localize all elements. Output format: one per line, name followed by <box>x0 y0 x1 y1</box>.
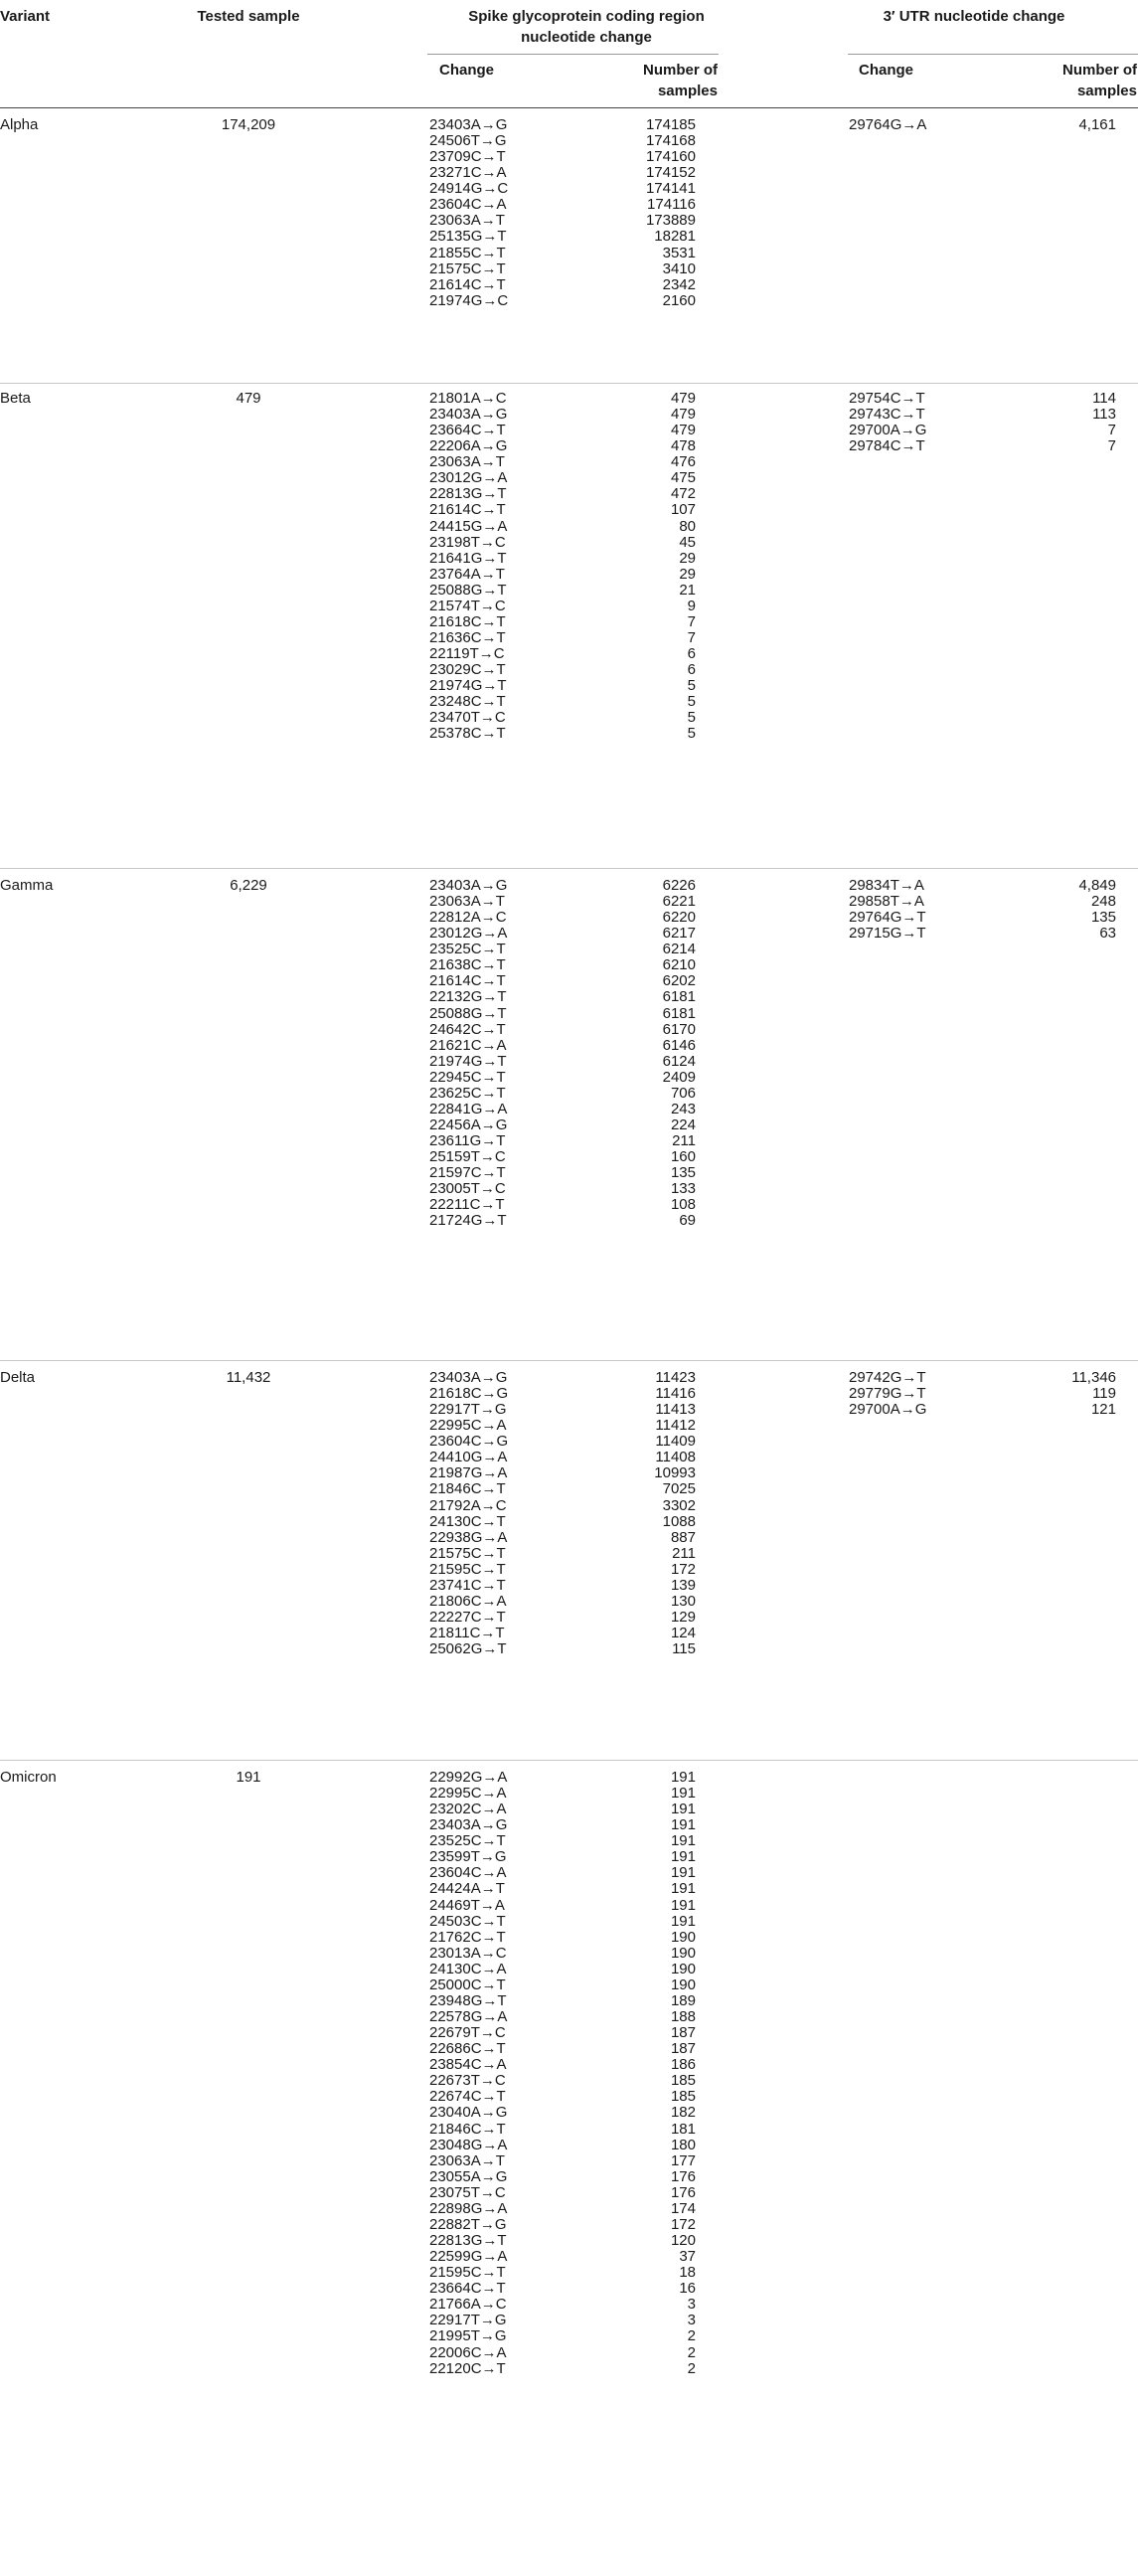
spike-sample-count: 37 <box>679 2248 696 2266</box>
spike-change: 23664C→T <box>429 422 506 439</box>
spike-sample-count: 186 <box>670 2056 696 2074</box>
spike-sample-count: 135 <box>670 1164 696 1182</box>
spike-change: 22006C→A <box>429 2343 507 2361</box>
group-separator <box>0 1760 1138 1761</box>
spike-change: 25000C→T <box>429 1975 506 1993</box>
utr-change: 29700A→G <box>849 1401 927 1419</box>
spike-sample-count: 2 <box>687 2343 696 2361</box>
spike-change: 23012G→A <box>429 925 508 943</box>
spike-change: 23403A→G <box>429 1816 508 1834</box>
spike-sample-count: 11409 <box>655 1433 696 1451</box>
spike-change: 24506T→G <box>429 132 507 150</box>
spike-sample-count: 190 <box>670 1975 696 1993</box>
spike-change: 23403A→G <box>429 1369 508 1386</box>
spike-sample-count: 2 <box>687 2327 696 2345</box>
spike-change: 25062G→T <box>429 1640 507 1658</box>
spike-change: 21762C→T <box>429 1928 506 1946</box>
spike-change: 22456A→G <box>429 1116 508 1134</box>
spike-sample-count: 479 <box>670 422 696 439</box>
spike-sample-count: 3 <box>687 2312 696 2329</box>
utr-sample-count: 7 <box>1107 422 1116 439</box>
spike-sample-count: 9 <box>687 597 696 614</box>
spike-change: 21618C→G <box>429 1385 509 1403</box>
spike-sample-count: 176 <box>670 2183 696 2201</box>
spike-sample-count: 18 <box>679 2264 696 2282</box>
spike-sample-count: 124 <box>670 1625 696 1642</box>
spike-change: 23604C→A <box>429 1864 507 1882</box>
spike-sample-count: 11408 <box>655 1449 696 1466</box>
spike-change: 23029C→T <box>429 661 506 679</box>
spike-sample-count: 173889 <box>645 212 696 230</box>
header-utr-change: Change <box>859 62 914 79</box>
spike-sample-count: 6124 <box>662 1052 696 1070</box>
spike-change: 21974G→T <box>429 677 507 695</box>
spike-sample-count: 139 <box>670 1576 696 1594</box>
tested-sample-count: 174,209 <box>221 116 276 133</box>
spike-sample-count: 5 <box>687 709 696 727</box>
spike-change: 23063A→T <box>429 2151 505 2169</box>
spike-sample-count: 10993 <box>654 1464 696 1482</box>
spike-change: 25135G→T <box>429 228 507 246</box>
spike-sample-count: 80 <box>679 517 696 535</box>
spike-sample-count: 45 <box>679 533 696 551</box>
spike-change: 22917T→G <box>429 2312 507 2329</box>
spike-change: 21638C→T <box>429 956 506 974</box>
spike-sample-count: 476 <box>670 453 696 471</box>
header-tested-sample: Tested sample <box>197 8 300 25</box>
spike-change: 23604C→A <box>429 196 507 214</box>
variant-name: Omicron <box>0 1769 57 1786</box>
spike-change: 22211C→T <box>429 1196 505 1214</box>
spike-change: 23075T→C <box>429 2183 506 2201</box>
spike-change: 24503C→T <box>429 1912 506 1930</box>
spike-sample-count: 3 <box>687 2296 696 2314</box>
spike-sample-count: 191 <box>670 1864 696 1882</box>
spike-sample-count: 2409 <box>662 1068 696 1086</box>
spike-change: 25088G→T <box>429 581 507 599</box>
spike-sample-count: 243 <box>670 1100 696 1117</box>
spike-change: 23403A→G <box>429 406 508 424</box>
spike-change: 21846C→T <box>429 1480 506 1498</box>
spike-sample-count: 172 <box>670 1560 696 1578</box>
spike-change: 21614C→T <box>429 275 506 293</box>
spike-sample-count: 6214 <box>662 941 696 958</box>
spike-change: 25088G→T <box>429 1004 507 1022</box>
spike-sample-count: 7 <box>687 629 696 647</box>
spike-change: 21641G→T <box>429 549 507 567</box>
spike-sample-count: 174168 <box>645 132 696 150</box>
header-utr-number: Number of samples <box>1062 62 1137 99</box>
spike-change: 22206A→G <box>429 437 508 455</box>
spike-change: 22813G→T <box>429 485 507 503</box>
variant-name: Gamma <box>0 877 54 894</box>
spike-change: 22812A→C <box>429 909 507 927</box>
utr-change: 29754C→T <box>849 390 925 407</box>
utr-sample-count: 113 <box>1092 406 1116 424</box>
spike-sample-count: 107 <box>670 501 696 519</box>
spike-change: 23664C→T <box>429 2280 506 2298</box>
spike-sample-count: 21 <box>679 581 696 599</box>
spike-change: 22813G→T <box>429 2232 507 2250</box>
utr-change: 29764G→A <box>849 116 927 133</box>
spike-sample-count: 478 <box>670 437 696 455</box>
spike-group-underline <box>427 54 719 55</box>
spike-change: 21595C→T <box>429 2264 506 2282</box>
spike-sample-count: 224 <box>670 1116 696 1134</box>
spike-change: 23764A→T <box>429 565 505 583</box>
spike-change: 23048G→A <box>429 2136 508 2153</box>
spike-sample-count: 177 <box>670 2151 696 2169</box>
spike-sample-count: 6181 <box>662 1004 696 1022</box>
spike-change: 22898G→A <box>429 2199 508 2217</box>
spike-change: 24415G→A <box>429 517 508 535</box>
spike-change: 24914G→C <box>429 180 509 198</box>
spike-sample-count: 180 <box>670 2136 696 2153</box>
header-bottom-rule <box>0 107 1138 108</box>
spike-change: 21595C→T <box>429 1560 506 1578</box>
utr-sample-count: 119 <box>1092 1385 1116 1403</box>
tested-sample-count: 191 <box>236 1769 261 1786</box>
spike-sample-count: 6202 <box>662 972 696 990</box>
spike-change: 22132G→T <box>429 988 507 1006</box>
spike-change: 22938G→A <box>429 1528 508 1546</box>
spike-sample-count: 187 <box>670 2024 696 2042</box>
tested-sample-count: 6,229 <box>230 877 267 894</box>
spike-sample-count: 2342 <box>662 275 696 293</box>
spike-sample-count: 887 <box>670 1528 696 1546</box>
spike-change: 22995C→A <box>429 1417 507 1435</box>
spike-sample-count: 472 <box>670 485 696 503</box>
spike-change: 22674C→T <box>429 2088 506 2106</box>
spike-sample-count: 191 <box>670 1785 696 1803</box>
spike-change: 21792A→C <box>429 1496 507 1514</box>
spike-sample-count: 211 <box>672 1132 696 1150</box>
spike-change: 23013A→C <box>429 1944 507 1962</box>
spike-sample-count: 1088 <box>662 1512 696 1530</box>
utr-group-underline <box>848 54 1138 55</box>
spike-sample-count: 191 <box>670 1848 696 1866</box>
spike-sample-count: 174185 <box>645 116 696 133</box>
spike-change: 22945C→T <box>429 1068 506 1086</box>
spike-change: 23040A→G <box>429 2104 508 2122</box>
spike-sample-count: 191 <box>670 1896 696 1914</box>
spike-change: 24469T→A <box>429 1896 505 1914</box>
spike-change: 23470T→C <box>429 709 506 727</box>
spike-change: 23012G→A <box>429 469 508 487</box>
spike-sample-count: 190 <box>670 1960 696 1977</box>
header-spike-change: Change <box>439 62 495 79</box>
spike-change: 24424A→T <box>429 1880 505 1898</box>
spike-sample-count: 182 <box>670 2104 696 2122</box>
spike-change: 21801A→C <box>429 390 507 407</box>
spike-change: 23055A→G <box>429 2167 508 2185</box>
tested-sample-count: 11,432 <box>226 1369 271 1386</box>
utr-change: 29834T→A <box>849 877 924 894</box>
spike-sample-count: 16 <box>679 2280 696 2298</box>
spike-sample-count: 11423 <box>655 1369 696 1386</box>
spike-sample-count: 174160 <box>645 148 696 166</box>
spike-change: 21618C→T <box>429 612 506 630</box>
spike-sample-count: 3531 <box>662 244 696 261</box>
spike-change: 22917T→G <box>429 1401 507 1419</box>
spike-sample-count: 130 <box>670 1592 696 1610</box>
spike-change: 23248C→T <box>429 693 506 711</box>
spike-change: 21614C→T <box>429 501 506 519</box>
spike-change: 22995C→A <box>429 1785 507 1803</box>
utr-sample-count: 11,346 <box>1071 1369 1116 1386</box>
spike-sample-count: 181 <box>670 2120 696 2138</box>
spike-sample-count: 11416 <box>655 1385 696 1403</box>
spike-sample-count: 5 <box>687 677 696 695</box>
spike-sample-count: 5 <box>687 725 696 743</box>
spike-change: 21575C→T <box>429 259 506 277</box>
spike-change: 21597C→T <box>429 1164 506 1182</box>
spike-change: 24130C→A <box>429 1960 507 1977</box>
spike-change: 22882T→G <box>429 2215 507 2233</box>
spike-sample-count: 479 <box>670 390 696 407</box>
spike-sample-count: 191 <box>670 1816 696 1834</box>
spike-sample-count: 69 <box>679 1212 696 1230</box>
spike-sample-count: 160 <box>670 1148 696 1166</box>
spike-change: 22992G→A <box>429 1769 508 1786</box>
spike-change: 22578G→A <box>429 2008 508 2026</box>
spike-sample-count: 475 <box>670 469 696 487</box>
spike-change: 23741C→T <box>429 1576 506 1594</box>
spike-sample-count: 6221 <box>662 893 696 911</box>
utr-change: 29742G→T <box>849 1369 926 1386</box>
utr-change: 29858T→A <box>849 893 924 911</box>
spike-change: 23525C→T <box>429 941 506 958</box>
utr-sample-count: 63 <box>1099 925 1116 943</box>
spike-change: 24130C→T <box>429 1512 506 1530</box>
utr-sample-count: 4,849 <box>1078 877 1116 894</box>
spike-sample-count: 189 <box>670 1991 696 2009</box>
spike-sample-count: 29 <box>679 565 696 583</box>
spike-sample-count: 188 <box>670 2008 696 2026</box>
spike-sample-count: 174152 <box>645 164 696 182</box>
spike-sample-count: 191 <box>670 1832 696 1850</box>
spike-sample-count: 174141 <box>645 180 696 198</box>
header-utr-group: 3′ UTR nucleotide change <box>883 8 1065 25</box>
utr-change: 29784C→T <box>849 437 925 455</box>
spike-sample-count: 174116 <box>647 196 696 214</box>
spike-sample-count: 190 <box>670 1944 696 1962</box>
spike-change: 22679T→C <box>429 2024 506 2042</box>
group-separator <box>0 383 1138 384</box>
spike-sample-count: 120 <box>670 2232 696 2250</box>
spike-change: 21574T→C <box>429 597 506 614</box>
spike-sample-count: 5 <box>687 693 696 711</box>
spike-change: 23198T→C <box>429 533 506 551</box>
spike-sample-count: 11412 <box>655 1417 696 1435</box>
spike-sample-count: 108 <box>670 1196 696 1214</box>
spike-sample-count: 172 <box>670 2215 696 2233</box>
spike-change: 22841G→A <box>429 1100 508 1117</box>
spike-sample-count: 6170 <box>662 1020 696 1038</box>
group-separator <box>0 1360 1138 1361</box>
spike-sample-count: 18281 <box>654 228 696 246</box>
spike-change: 21811C→T <box>429 1625 505 1642</box>
spike-change: 21995T→G <box>429 2327 507 2345</box>
spike-sample-count: 6226 <box>662 877 696 894</box>
spike-sample-count: 6210 <box>662 956 696 974</box>
utr-change: 29715G→T <box>849 925 926 943</box>
spike-change: 23005T→C <box>429 1180 506 1198</box>
spike-change: 22686C→T <box>429 2040 506 2058</box>
spike-change: 25378C→T <box>429 725 506 743</box>
spike-sample-count: 133 <box>670 1180 696 1198</box>
utr-sample-count: 248 <box>1090 893 1116 911</box>
variant-name: Delta <box>0 1369 36 1386</box>
utr-sample-count: 121 <box>1090 1401 1116 1419</box>
variant-name: Alpha <box>0 116 39 133</box>
spike-sample-count: 185 <box>670 2088 696 2106</box>
spike-change: 22599G→A <box>429 2248 508 2266</box>
spike-sample-count: 7 <box>687 612 696 630</box>
spike-change: 22227C→T <box>429 1609 506 1627</box>
spike-change: 23271C→A <box>429 164 507 182</box>
header-spike-number: Number of samples <box>643 62 718 99</box>
group-separator <box>0 868 1138 869</box>
utr-change: 29743C→T <box>849 406 925 424</box>
spike-change: 21987G→A <box>429 1464 508 1482</box>
spike-change: 23611G→T <box>429 1132 506 1150</box>
spike-change: 23599T→G <box>429 1848 507 1866</box>
utr-sample-count: 4,161 <box>1078 116 1116 133</box>
spike-change: 23202C→A <box>429 1801 507 1818</box>
spike-sample-count: 187 <box>670 2040 696 2058</box>
spike-sample-count: 7025 <box>662 1480 696 1498</box>
spike-sample-count: 185 <box>670 2072 696 2090</box>
spike-change: 24410G→A <box>429 1449 508 1466</box>
utr-sample-count: 7 <box>1107 437 1116 455</box>
spike-sample-count: 211 <box>672 1544 696 1562</box>
spike-change: 21766A→C <box>429 2296 507 2314</box>
spike-sample-count: 6217 <box>662 925 696 943</box>
spike-sample-count: 2160 <box>662 291 696 309</box>
tested-sample-count: 479 <box>236 390 261 407</box>
spike-change: 22120C→T <box>429 2359 506 2377</box>
spike-sample-count: 3302 <box>662 1496 696 1514</box>
spike-change: 21855C→T <box>429 244 506 261</box>
spike-sample-count: 129 <box>670 1609 696 1627</box>
spike-sample-count: 6146 <box>662 1036 696 1054</box>
spike-change: 23625C→T <box>429 1084 506 1102</box>
spike-change: 23063A→T <box>429 453 505 471</box>
spike-change: 24642C→T <box>429 1020 506 1038</box>
spike-sample-count: 191 <box>670 1880 696 1898</box>
spike-sample-count: 479 <box>670 406 696 424</box>
spike-change: 23403A→G <box>429 116 508 133</box>
spike-change: 21846C→T <box>429 2120 506 2138</box>
spike-change: 23709C→T <box>429 148 506 166</box>
spike-change: 22673T→C <box>429 2072 506 2090</box>
spike-change: 23525C→T <box>429 1832 506 1850</box>
utr-change: 29700A→G <box>849 422 927 439</box>
spike-sample-count: 11413 <box>655 1401 696 1419</box>
spike-sample-count: 191 <box>670 1912 696 1930</box>
spike-sample-count: 6220 <box>662 909 696 927</box>
spike-sample-count: 115 <box>672 1640 696 1658</box>
spike-change: 21621C→A <box>429 1036 507 1054</box>
spike-sample-count: 174 <box>670 2199 696 2217</box>
spike-sample-count: 706 <box>670 1084 696 1102</box>
spike-sample-count: 190 <box>670 1928 696 1946</box>
spike-change: 23854C→A <box>429 2056 507 2074</box>
spike-change: 21636C→T <box>429 629 506 647</box>
spike-change: 23948G→T <box>429 1991 507 2009</box>
spike-change: 21724G→T <box>429 1212 507 1230</box>
spike-sample-count: 191 <box>670 1801 696 1818</box>
spike-change: 21974G→T <box>429 1052 507 1070</box>
spike-change: 23403A→G <box>429 877 508 894</box>
spike-change: 23604C→G <box>429 1433 509 1451</box>
spike-sample-count: 176 <box>670 2167 696 2185</box>
spike-change: 21974G→C <box>429 291 509 309</box>
header-variant: Variant <box>0 8 51 25</box>
utr-change: 29764G→T <box>849 909 926 927</box>
variant-name: Beta <box>0 390 31 407</box>
spike-sample-count: 6181 <box>662 988 696 1006</box>
spike-sample-count: 6 <box>687 645 696 663</box>
spike-sample-count: 191 <box>670 1769 696 1786</box>
spike-change: 21806C→A <box>429 1592 507 1610</box>
header-spike-group: Spike glycoprotein coding region nucleotide change <box>468 8 705 46</box>
spike-change: 21575C→T <box>429 1544 506 1562</box>
spike-sample-count: 29 <box>679 549 696 567</box>
spike-sample-count: 3410 <box>662 259 696 277</box>
utr-sample-count: 135 <box>1090 909 1116 927</box>
spike-change: 23063A→T <box>429 893 505 911</box>
spike-change: 21614C→T <box>429 972 506 990</box>
spike-sample-count: 2 <box>687 2359 696 2377</box>
utr-change: 29779G→T <box>849 1385 926 1403</box>
spike-change: 25159T→C <box>429 1148 506 1166</box>
spike-sample-count: 6 <box>687 661 696 679</box>
spike-change: 23063A→T <box>429 212 505 230</box>
spike-change: 22119T→C <box>429 645 505 663</box>
utr-sample-count: 114 <box>1092 390 1116 407</box>
